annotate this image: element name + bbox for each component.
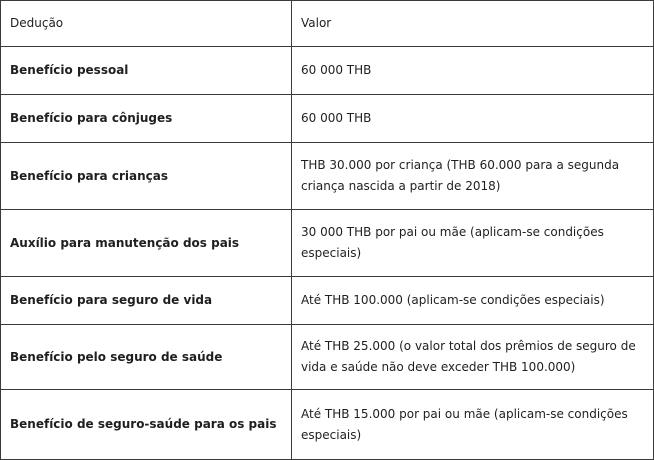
deduction-cell: Benefício para crianças — [1, 143, 292, 210]
table-row — [1, 277, 654, 325]
table-row — [1, 325, 654, 390]
value-cell: Até THB 15.000 por pai ou mãe (aplicam-se condições especiais) — [292, 390, 654, 460]
table-header-row — [1, 1, 654, 47]
table-row — [1, 47, 654, 95]
header-value: Valor — [292, 1, 654, 47]
table-row — [1, 95, 654, 143]
table-row — [1, 390, 654, 460]
value-cell: 60 000 THB — [292, 47, 654, 95]
deduction-cell: Benefício pelo seguro de saúde — [1, 325, 292, 390]
value-cell: Até THB 25.000 (o valor total dos prêmios de seguro de vida e saúde não deve exceder THB 100.000) — [292, 325, 654, 390]
deduction-cell: Benefício para cônjuges — [1, 95, 292, 143]
header-deduction: Dedução — [1, 1, 292, 47]
value-cell: THB 30.000 por criança (THB 60.000 para a segunda criança nascida a partir de 2018) — [292, 143, 654, 210]
value-cell: Até THB 100.000 (aplicam-se condições especiais) — [292, 277, 654, 325]
deduction-cell: Benefício para seguro de vida — [1, 277, 292, 325]
table-row — [1, 210, 654, 277]
deduction-cell: Benefício pessoal — [1, 47, 292, 95]
deduction-cell: Auxílio para manutenção dos pais — [1, 210, 292, 277]
table-row — [1, 143, 654, 210]
deduction-cell: Benefício de seguro-saúde para os pais — [1, 390, 292, 460]
value-cell: 30 000 THB por pai ou mãe (aplicam-se condições especiais) — [292, 210, 654, 277]
value-cell: 60 000 THB — [292, 95, 654, 143]
